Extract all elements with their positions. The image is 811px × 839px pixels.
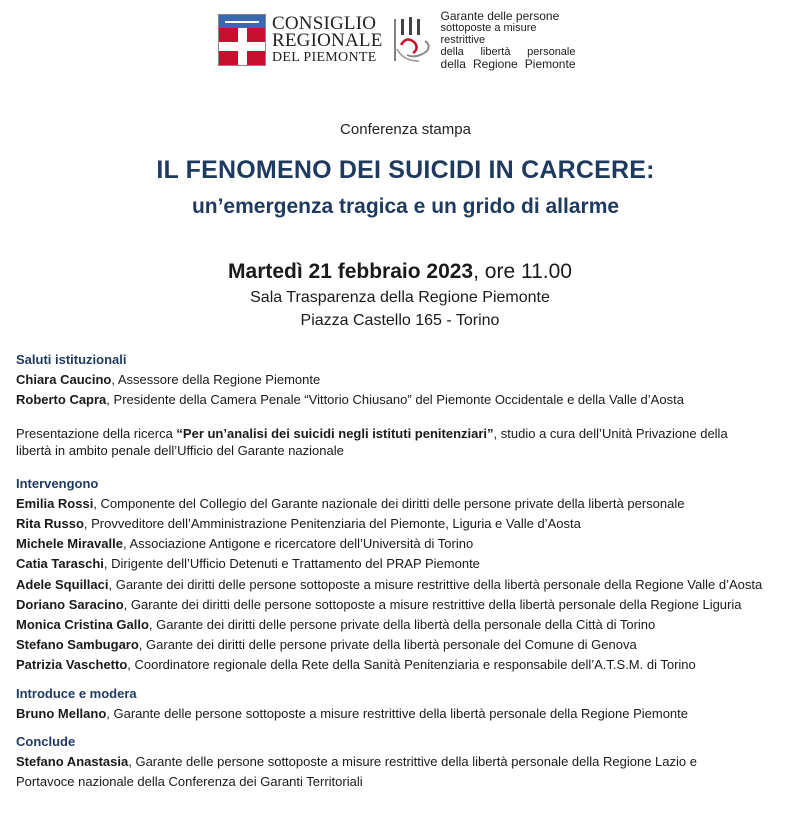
list-item: Rita Russo, Provveditore dell’Amministrazione Penitenziaria del Piemonte, Liguria e Valle d’Aosta [16, 516, 581, 532]
section-heading-introduce: Introduce e modera [16, 685, 137, 701]
program [16, 350, 806, 793]
list-item: Stefano Sambugaro, Garante dei diritti delle persone private della libertà personale del Comune di Genova [16, 637, 637, 653]
list-item: Bruno Mellano, Garante delle persone sottoposte a misure restrittive della libertà personale della Regione Piemonte [16, 705, 688, 721]
list-item: Monica Cristina Gallo, Garante dei diritti delle persone private della libertà della personale della Città di Torino [16, 617, 656, 633]
page-title: IL FENOMENO DEI SUICIDI IN CARCERE: [156, 156, 655, 184]
garante-emblem-icon [393, 15, 433, 65]
event-date: Martedì 21 febbraio 2023 [228, 260, 474, 283]
event-datetime [0, 260, 800, 284]
event-time: , ore 11.00 [473, 260, 572, 283]
list-item: Doriano Saracino, Garante dei diritti delle persone sottoposte a misure restrittive della libertà personale della Regione Liguria [16, 596, 742, 612]
piemonte-crest-icon [218, 14, 266, 66]
section-heading-intervengono: Intervengono [16, 475, 99, 491]
list-item: Chiara Caucino, Assessore della Regione Piemonte [16, 372, 321, 388]
list-item: Michele Miravalle, Associazione Antigone e ricercatore dell’Università di Torino [16, 536, 474, 552]
header-logos [218, 9, 576, 71]
list-item: Roberto Capra, Presidente della Camera Penale “Vittorio Chiusano” del Piemonte Occidentale e della Valle d’Aosta [16, 392, 684, 408]
council-logo-text: CONSIGLIO REGIONALE DEL PIEMONTE [272, 12, 383, 65]
list-item: Adele Squillaci, Garante dei diritti delle persone sottoposte a misure restrittive della libertà personale della Regione Valle d’Aosta [16, 576, 763, 592]
section-heading-conclude: Conclude [16, 734, 76, 750]
page-subtitle: un’emergenza tragica e un grido di allarme [191, 195, 620, 218]
list-item: Stefano Anastasia, Garante delle persone sottoposte a misure restrittive della libertà personale della Regione Lazio e Portavoce nazionale della Conferenza dei Garanti Territoriali [16, 754, 697, 790]
list-item: Emilia Rossi, Componente del Collegio del Garante nazionale dei diritti delle persone private della libertà personale [16, 495, 685, 511]
event-venue: Sala Trasparenza della Regione Piemonte [250, 289, 550, 306]
research-presentation: Presentazione della ricerca “Per un’analisi dei suicidi negli istituti penitenziari”, studio a cura dell’Unità Privazione della libertà in ambito penale dell’Ufficio del Garante nazionale [16, 425, 728, 459]
kicker: Conferenza stampa [340, 121, 471, 138]
garante-logo-text: Garante delle persone sottoposte a misure restrittive della libertà personale della Regione Piemonte [440, 9, 576, 71]
list-item: Catia Taraschi, Dirigente dell’Ufficio Detenuti e Trattamento del PRAP Piemonte [16, 556, 480, 572]
list-item: Patrizia Vaschetto, Coordinatore regionale della Rete della Sanità Penitenziaria e responsabile dell’A.T.S.M. di Torino [16, 657, 696, 673]
event-address: Piazza Castello 165 - Torino [300, 312, 500, 329]
section-heading-saluti: Saluti istituzionali [16, 352, 127, 367]
